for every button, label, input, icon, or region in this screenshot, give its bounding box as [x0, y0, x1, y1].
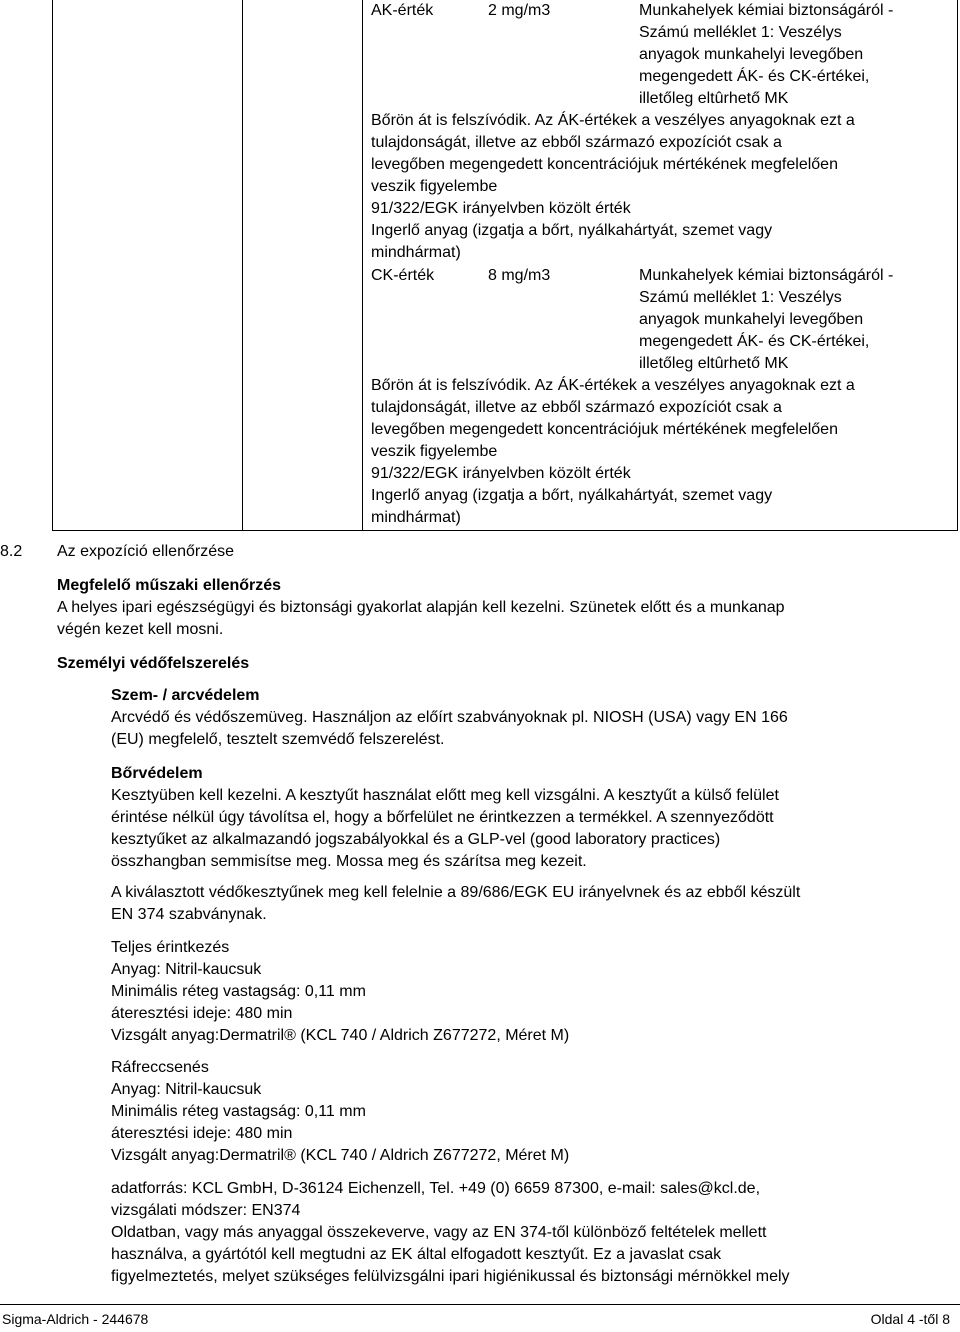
engineering-heading: Megfelelő műszaki ellenőrzés — [57, 577, 282, 594]
ppe-heading: Személyi védőfelszerelés — [57, 655, 250, 672]
glove-standard-text: A kiválasztott védőkesztyűnek meg kell felelnie a 89/686/EGK EU irányelvnek és az ebből készült EN 374 szabványnak. — [111, 884, 801, 923]
table-bottom-border — [52, 530, 958, 531]
table-col-divider — [242, 0, 243, 530]
exposure-param: AK-érték — [371, 2, 434, 19]
table-left-border — [52, 0, 53, 530]
footer-rule — [0, 1304, 960, 1305]
splash-block: Ráfreccsenés Anyag: Nitril-kaucsuk Minimális réteg vastagság: 0,11 mm áteresztési ideje: 480 min Vizsgált anyag:Dermatril® (KCL 740 / Aldrich Z677272, Méret M) — [111, 1059, 570, 1164]
table-right-border — [957, 0, 958, 530]
section-title: Az expozíció ellenőrzése — [57, 543, 234, 560]
exposure-remarks: Bőrön át is felszívódik. Az ÁK-értékek a veszélyes anyagoknak ezt a tulajdonságát, illetve az ebből származó expozíciót csak a levegőben megengedett koncentrációjuk mértékének megfelelően veszik figyelembe 91/322/EGK irányelvben közölt érték Ingerlő anyag (izgatja a bőrt, nyálkahártyát, szemet vagy mindhármat) — [371, 377, 855, 526]
exposure-source: Munkahelyek kémiai biztonságáról - Számú melléklet 1: Veszélys anyagok munkahelyi levegőben megengedett ÁK- és CK-értékei, illetőleg eltûrhető MK — [639, 267, 894, 372]
full-contact-block: Teljes érintkezés Anyag: Nitril-kaucsuk Minimális réteg vastagság: 0,11 mm áteresztési ideje: 480 min Vizsgált anyag:Dermatril® (KCL 740 / Aldrich Z677272, Méret M) — [111, 939, 570, 1044]
exposure-remarks: Bőrön át is felszívódik. Az ÁK-értékek a veszélyes anyagoknak ezt a tulajdonságát, illetve az ebből származó expozíciót csak a levegőben megengedett koncentrációjuk mértékének megfelelően veszik figyelembe 91/322/EGK irányelvben közölt érték Ingerlő anyag (izgatja a bőrt, nyálkahártyát, szemet vagy mindhármat) — [371, 112, 855, 261]
exposure-value: 2 mg/m3 — [488, 2, 551, 19]
footer-page-number: Oldal 4 -től 8 — [870, 1311, 950, 1327]
eye-protection-text: Arcvédő és védőszemüveg. Használjon az előírt szabványoknak pl. NIOSH (USA) vagy EN 166 (EU) megfelelő, tesztelt szemvédő felszerelést. — [111, 709, 788, 748]
skin-protection-heading: Bőrvédelem — [111, 765, 203, 782]
table-inner-divider — [362, 0, 363, 530]
section-number: 8.2 — [0, 543, 23, 560]
data-source-block: adatforrás: KCL GmbH, D-36124 Eichenzell, Tel. +49 (0) 6659 87300, e-mail: sales@kcl.de, vizsgálati módszer: EN374 Oldatban, vagy más anyaggal összekeverve, vagy az EN 374-től különböző feltételek mellett használva, a gyártótól kell megtudni az EK által elfogadott kesztyűt. Ez a javaslat csak figyelmeztetés, melyet szükséges felülvizsgálni ipari higiénikussal és biztonsági mérnökkel mely — [111, 1180, 790, 1285]
eye-protection-heading: Szem- / arcvédelem — [111, 687, 260, 704]
exposure-source: Munkahelyek kémiai biztonságáról - Számú melléklet 1: Veszélys anyagok munkahelyi levegőben megengedett ÁK- és CK-értékei, illetőleg eltûrhető MK — [639, 2, 894, 107]
engineering-text: A helyes ipari egészségügyi és biztonsági gyakorlat alapján kell kezelni. Szünetek előtt és a munkanap végén kezet kell mosni. — [57, 599, 785, 638]
exposure-param: CK-érték — [371, 267, 435, 284]
footer-product-id: Sigma-Aldrich - 244678 — [2, 1311, 149, 1327]
exposure-value: 8 mg/m3 — [488, 267, 551, 284]
skin-protection-text: Kesztyüben kell kezelni. A kesztyűt használat előtt meg kell vizsgálni. A kesztyűt a külső felület érintése nélkül úgy távolítsa el, hogy a bőrfelület ne érintkezzen a termékkel. A szennyeződött kesztyűket az alkalmazandó jogszabályokkal és a GLP-vel (good laboratory practices) összhangban semmisítse meg. Mossa meg és szárítsa meg kezeit. — [111, 787, 779, 870]
